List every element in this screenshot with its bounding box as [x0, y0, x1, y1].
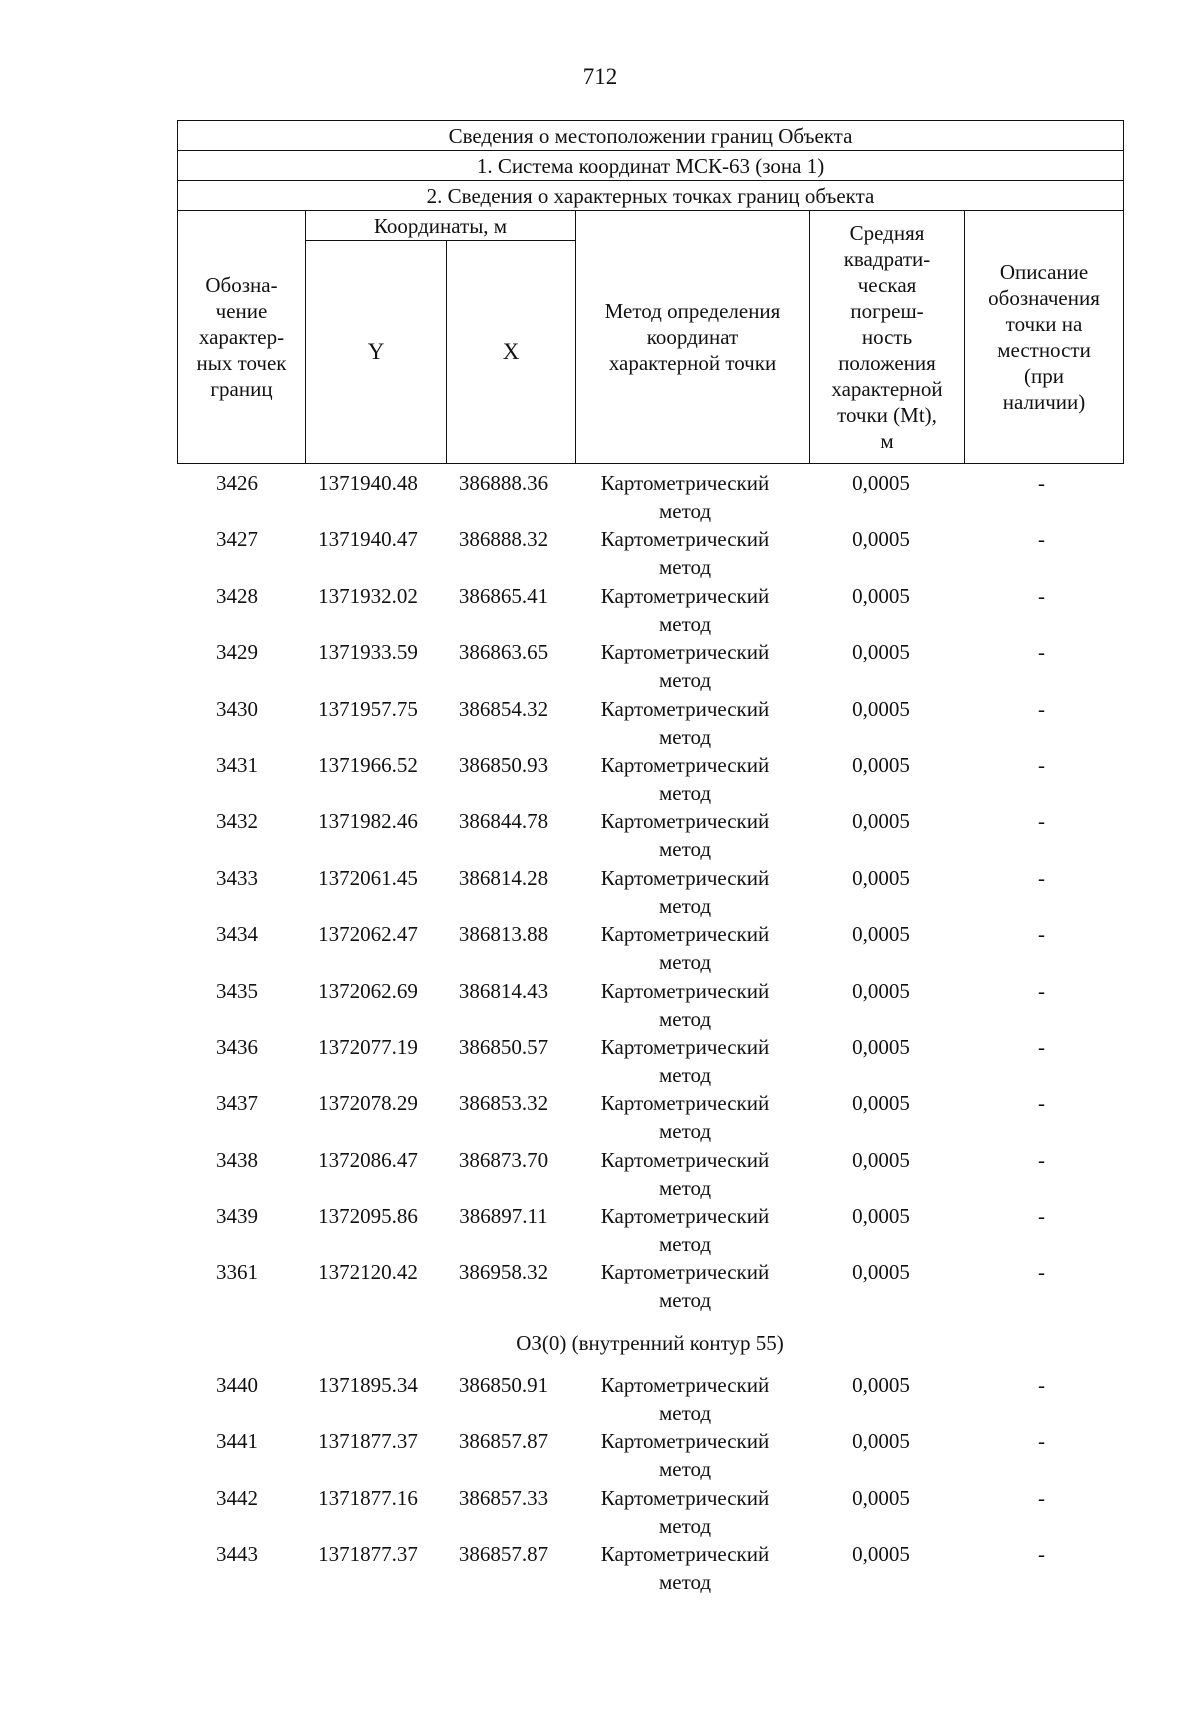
point-number: 3436: [216, 1034, 258, 1059]
error-value: 0,0005: [852, 1429, 910, 1454]
col-y: Y: [306, 241, 447, 464]
description: -: [1038, 696, 1045, 721]
description: -: [1038, 1485, 1045, 1510]
coord-y: 1372062.47: [318, 922, 418, 947]
point-number: 3434: [216, 922, 258, 947]
page-number: 712: [582, 64, 618, 89]
description: -: [1038, 471, 1045, 495]
description: -: [1038, 1429, 1045, 1454]
coord-y: 1372062.69: [318, 978, 418, 1003]
description: -: [1038, 1260, 1045, 1285]
coord-x: 386857.87: [458, 1429, 549, 1454]
table-row: [177, 525, 1123, 581]
table-row: [177, 1427, 1123, 1483]
points-group-1: [177, 469, 1123, 1315]
error-value: 0,0005: [852, 1034, 910, 1059]
coord-x: 386850.93: [458, 752, 549, 777]
error-value: 0,0005: [852, 1091, 910, 1116]
point-number: 3361: [216, 1260, 258, 1285]
table-row: [177, 582, 1123, 638]
points-title: 2. Сведения о характерных точках границ объекта: [178, 181, 1124, 211]
col-x: X: [447, 241, 576, 464]
method: Картометрический метод: [600, 978, 770, 1031]
point-number: 3428: [216, 583, 258, 608]
description: -: [1038, 1091, 1045, 1116]
description: -: [1038, 1372, 1045, 1397]
description: -: [1038, 752, 1045, 777]
description: -: [1038, 865, 1045, 890]
method: Картометрический метод: [600, 583, 770, 636]
method: Картометрический метод: [600, 752, 770, 805]
method: Картометрический метод: [600, 865, 770, 918]
point-number: 3439: [216, 1204, 258, 1229]
description: -: [1038, 978, 1045, 1003]
point-number: 3440: [216, 1372, 258, 1397]
point-number: 3432: [216, 809, 258, 834]
method: Картометрический метод: [600, 1091, 770, 1144]
table-row: [177, 1371, 1123, 1427]
coord-y: 1371932.02: [318, 583, 418, 608]
error-value: 0,0005: [852, 696, 910, 721]
table-row: [177, 807, 1123, 863]
coord-x: 386854.32: [458, 696, 549, 721]
method: Картометрический метод: [600, 696, 770, 749]
coord-y: 1372086.47: [318, 1147, 418, 1172]
point-number: 3443: [216, 1542, 258, 1567]
coord-y: 1371982.46: [318, 809, 418, 834]
point-number: 3435: [216, 978, 258, 1003]
coord-x: 386850.57: [458, 1034, 549, 1059]
table-row: [177, 1089, 1123, 1145]
coord-x: 386814.43: [458, 978, 549, 1003]
table-row: [177, 1146, 1123, 1202]
table-row: [177, 1540, 1123, 1596]
point-number: 3437: [216, 1091, 258, 1116]
error-value: 0,0005: [852, 640, 910, 665]
point-number: 3442: [216, 1485, 258, 1510]
point-number: 3430: [216, 696, 258, 721]
table-title: Сведения о местоположении границ Объекта: [178, 121, 1124, 151]
coord-y: 1371966.52: [318, 752, 418, 777]
error-value: 0,0005: [852, 471, 910, 495]
error-value: 0,0005: [852, 809, 910, 834]
coord-y: 1371877.37: [318, 1542, 418, 1567]
description: -: [1038, 583, 1045, 608]
method: Картометрический метод: [600, 640, 770, 693]
error-value: 0,0005: [852, 752, 910, 777]
coordinate-system: 1. Система координат МСК-63 (зона 1): [178, 151, 1124, 181]
method: Картометрический метод: [600, 1485, 770, 1538]
section-title: ОЗ(0) (внутренний контур 55): [516, 1330, 784, 1355]
method: Картометрический метод: [600, 1147, 770, 1200]
method: Картометрический метод: [600, 471, 770, 523]
points-group-2: [177, 1371, 1123, 1597]
error-value: 0,0005: [852, 1147, 910, 1172]
coord-x: 386844.78: [458, 809, 549, 834]
coord-x: 386857.33: [458, 1485, 549, 1510]
coord-x: 386853.32: [458, 1091, 549, 1116]
col-description: Описание обозначения точки на местности (при наличии): [965, 211, 1124, 464]
coord-y: 1371940.47: [318, 527, 418, 552]
error-value: 0,0005: [852, 583, 910, 608]
table-row: [177, 695, 1123, 751]
coord-y: 1371895.34: [318, 1372, 418, 1397]
point-number: 3433: [216, 865, 258, 890]
table-row: [177, 1484, 1123, 1540]
table-row: [177, 977, 1123, 1033]
coord-x: 386958.32: [458, 1260, 549, 1285]
coord-y: 1372077.19: [318, 1034, 418, 1059]
error-value: 0,0005: [852, 1485, 910, 1510]
table-row: [177, 751, 1123, 807]
table-row: [177, 638, 1123, 694]
coord-x: 386813.88: [458, 922, 549, 947]
coord-y: 1371877.16: [318, 1485, 418, 1510]
coord-x: 386873.70: [458, 1147, 549, 1172]
coord-y: 1371940.48: [318, 471, 418, 495]
coord-y: 1371933.59: [318, 640, 418, 665]
table-row: [177, 1202, 1123, 1258]
description: -: [1038, 1542, 1045, 1567]
method: Картометрический метод: [600, 1260, 770, 1313]
error-value: 0,0005: [852, 1372, 910, 1397]
col-coordinates: Координаты, м: [306, 211, 576, 241]
description: -: [1038, 1147, 1045, 1172]
point-number: 3426: [216, 471, 258, 495]
coord-x: 386814.28: [458, 865, 549, 890]
description: -: [1038, 922, 1045, 947]
coord-x: 386888.36: [458, 471, 549, 495]
point-number: 3441: [216, 1429, 258, 1454]
coord-x: 386888.32: [458, 527, 549, 552]
coord-x: 386850.91: [458, 1372, 549, 1397]
coord-x: 386863.65: [458, 640, 549, 665]
coord-y: 1371877.37: [318, 1429, 418, 1454]
coord-y: 1372120.42: [318, 1260, 418, 1285]
error-value: 0,0005: [852, 1542, 910, 1567]
coord-y: 1372095.86: [318, 1204, 418, 1229]
method: Картометрический метод: [600, 527, 770, 580]
description: -: [1038, 809, 1045, 834]
method: Картометрический метод: [600, 922, 770, 975]
coord-x: 386865.41: [458, 583, 549, 608]
table-header: [177, 120, 1124, 464]
method: Картометрический метод: [600, 809, 770, 862]
method: Картометрический метод: [600, 1034, 770, 1087]
method: Картометрический метод: [600, 1542, 770, 1595]
method: Картометрический метод: [600, 1429, 770, 1482]
point-number: 3431: [216, 752, 258, 777]
error-value: 0,0005: [852, 978, 910, 1003]
coord-x: 386857.87: [458, 1542, 549, 1567]
point-number: 3427: [216, 527, 258, 552]
coord-y: 1371957.75: [318, 696, 418, 721]
point-number: 3429: [216, 640, 258, 665]
table-row: [177, 920, 1123, 976]
table-row: [177, 1033, 1123, 1089]
description: -: [1038, 527, 1045, 552]
description: -: [1038, 1204, 1045, 1229]
method: Картометрический метод: [600, 1204, 770, 1257]
description: -: [1038, 640, 1045, 665]
table-row: [177, 469, 1123, 525]
error-value: 0,0005: [852, 1260, 910, 1285]
error-value: 0,0005: [852, 527, 910, 552]
coord-x: 386897.11: [459, 1204, 548, 1229]
col-error: Средняя квадрати- ческая погреш- ность положения характерной точки (Mt), м: [810, 211, 965, 464]
table-row: [177, 864, 1123, 920]
error-value: 0,0005: [852, 922, 910, 947]
point-number: 3438: [216, 1147, 258, 1172]
error-value: 0,0005: [852, 1204, 910, 1229]
description: -: [1038, 1034, 1045, 1059]
col-designation: Обозна- чение характер- ных точек границ: [178, 211, 306, 464]
table-row: [177, 1258, 1123, 1314]
error-value: 0,0005: [852, 865, 910, 890]
col-method: Метод определения координат характерной точки: [576, 211, 810, 464]
coord-y: 1372078.29: [318, 1091, 418, 1116]
method: Картометрический метод: [600, 1372, 770, 1425]
table-body: [177, 469, 1123, 1596]
coord-y: 1372061.45: [318, 865, 418, 890]
